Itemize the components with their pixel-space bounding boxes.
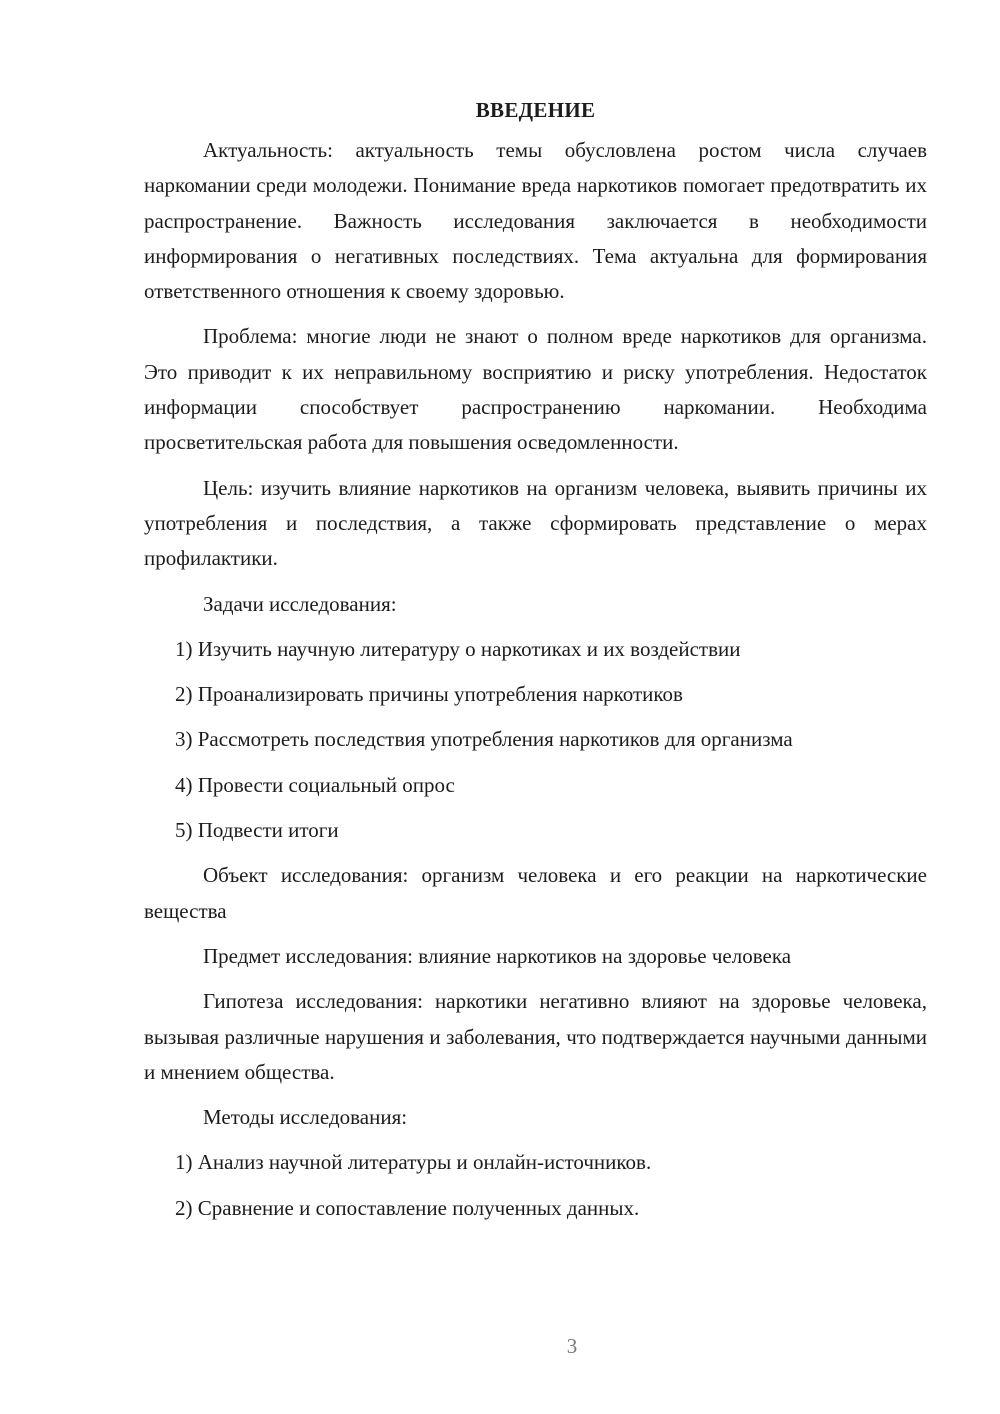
list-item: 1) Изучить научную литературу о наркотиках и их воздействии bbox=[175, 636, 741, 661]
object-paragraph: Объект исследования: организм человека и его реакции на наркотические вещества bbox=[144, 863, 927, 923]
page-title: ВВЕДЕНИЕ bbox=[475, 98, 596, 122]
problem-paragraph: Проблема: многие люди не знают о полном вреде наркотиков для организма. Это приводит к их неправильному восприятию и риску употребления. Недостаток информации способствует распространению наркомании. Необходима просветительская работа для повышения осведомленности. bbox=[144, 324, 927, 455]
tasks-list bbox=[144, 632, 927, 848]
page-content bbox=[144, 92, 927, 1236]
list-item: 2) Проанализировать причины употребления наркотиков bbox=[175, 682, 683, 707]
hypothesis-paragraph: Гипотеза исследования: наркотики негативно влияют на здоровье человека, вызывая различные нарушения и заболевания, что подтверждается научными данными и мнением общества. bbox=[144, 989, 927, 1084]
page-number: 3 bbox=[566, 1334, 578, 1358]
methods-list bbox=[144, 1145, 927, 1226]
methods-heading: Методы исследования: bbox=[203, 1105, 408, 1130]
list-item: 4) Провести социальный опрос bbox=[175, 772, 455, 797]
goal-paragraph: Цель: изучить влияние наркотиков на организм человека, выявить причины их употребления и последствия, а также сформировать представление о мерах профилактики. bbox=[144, 475, 927, 571]
relevance-paragraph: Актуальность: актуальность темы обусловлена ростом числа случаев наркомании среди молодежи. Понимание вреда наркотиков помогает предотвратить их распространение. Важность исследования заключается в необходимости информирования о негативных последствиях. Тема актуальна для формирования ответственного отношения к своему здоровью. bbox=[144, 138, 927, 304]
subject-paragraph: Предмет исследования: влияние наркотиков на здоровье человека bbox=[203, 943, 792, 968]
list-item: 5) Подвести итоги bbox=[175, 818, 339, 843]
list-item: 1) Анализ научной литературы и онлайн-источников. bbox=[175, 1150, 652, 1175]
list-item: 2) Сравнение и сопоставление полученных данных. bbox=[175, 1195, 640, 1220]
tasks-heading: Задачи исследования: bbox=[203, 591, 397, 616]
list-item: 3) Рассмотреть последствия употребления наркотиков для организма bbox=[175, 727, 793, 752]
